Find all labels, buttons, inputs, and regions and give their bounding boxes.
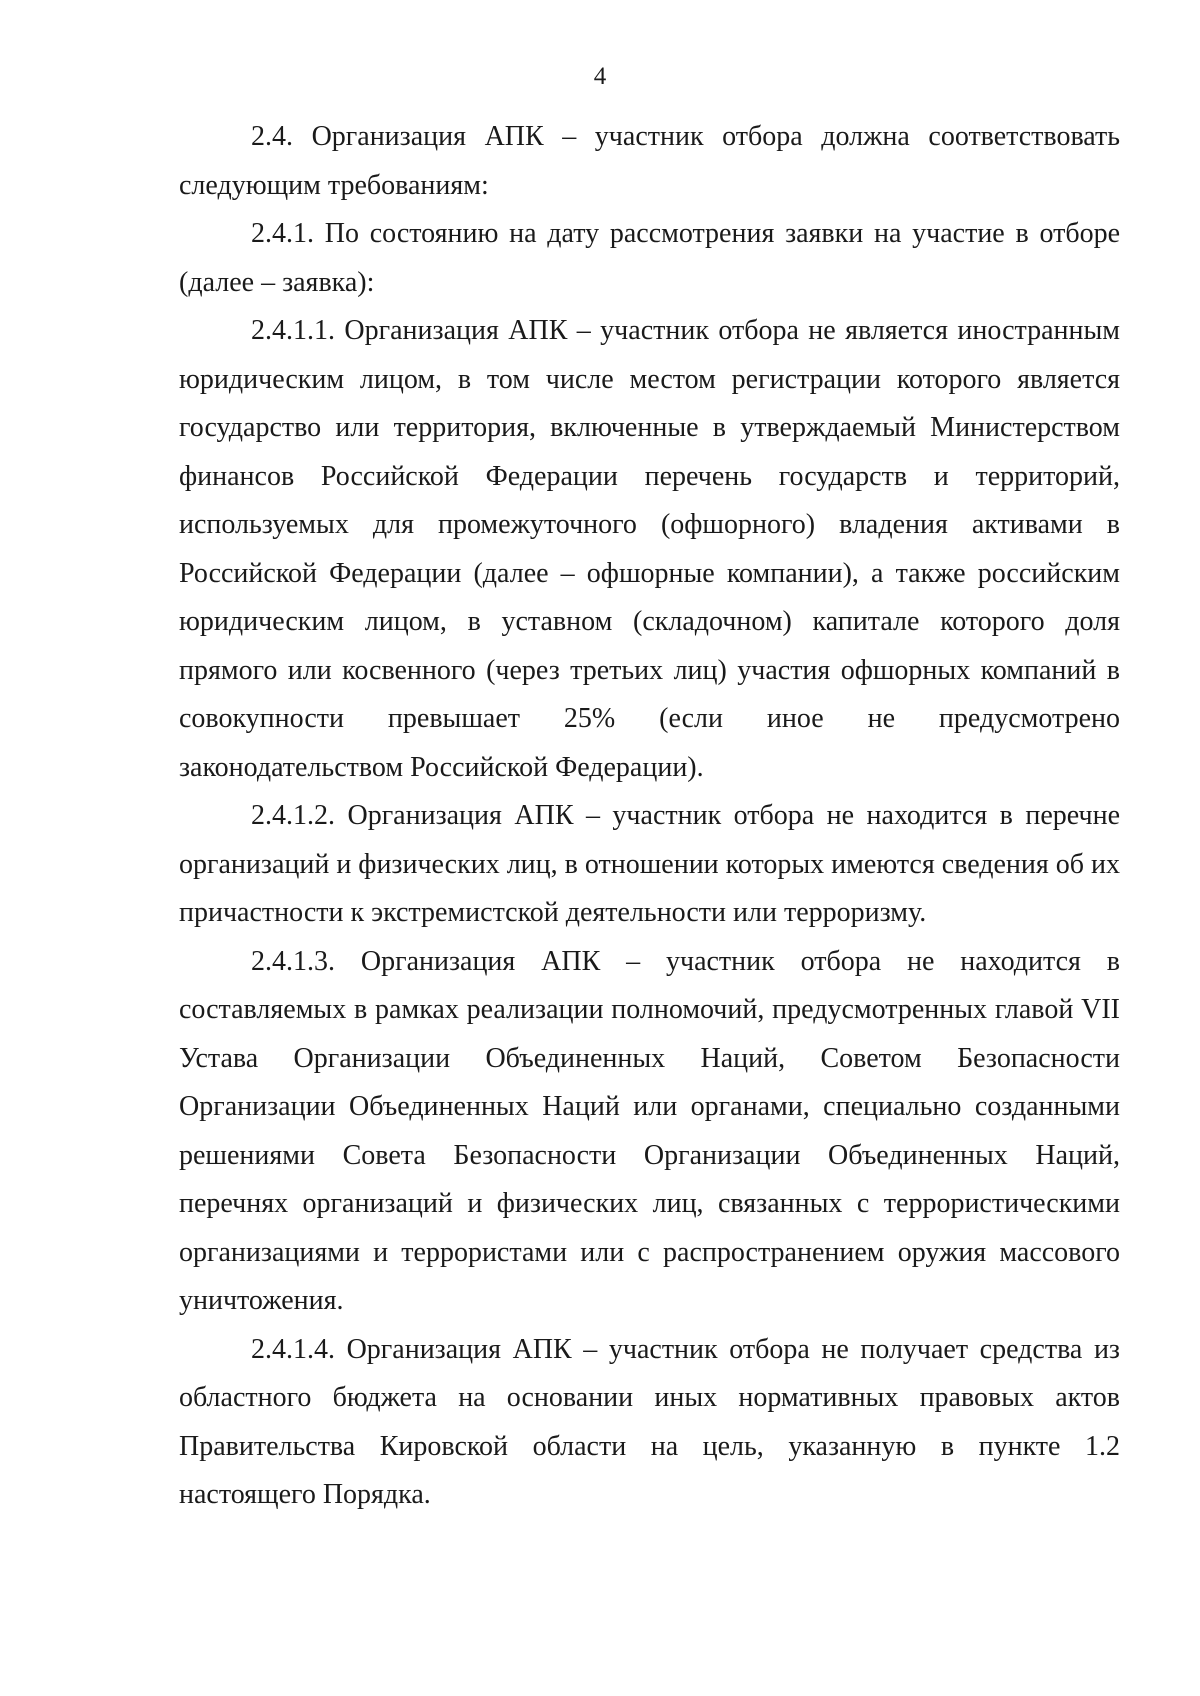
paragraph-2-4: 2.4. Организация АПК – участник отбора должна соответствовать следующим требованиям: <box>179 121 1120 201</box>
paragraph-2-4-1-4: 2.4.1.4. Организация АПК – участник отбора не получает средства из областного бюджета на основании иных нормативных правовых актов Правительства Кировской области на цель, указанную в пункте 1.2 настоящего Порядка. <box>179 1333 1120 1510</box>
paragraph-2-4-1-2: 2.4.1.2. Организация АПК – участник отбора не находится в перечне организаций и физических лиц, в отношении которых имеются сведения об их причастности к экстремистской деятельности или терроризму. <box>179 800 1121 928</box>
paragraph-2-4-1-3: 2.4.1.3. Организация АПК – участник отбора не находится в составляемых в рамках реализации полномочий, предусмотренных главой VII Устава Организации Объединенных Наций, Советом Безопасности Организации Объединенных Наций или органами, специально созданными решениями Совета Безопасности Организации Объединенных Наций, перечнях организаций и физических лиц, связанных с террористическими организациями и террористами или с распространением оружия массового уничтожения. <box>179 945 1120 1316</box>
paragraph-2-4-1: 2.4.1. По состоянию на дату рассмотрения заявки на участие в отборе (далее – заявка): <box>179 218 1120 298</box>
document-body <box>179 113 1120 1520</box>
page-number: 4 <box>593 63 607 90</box>
paragraph-2-4-1-1: 2.4.1.1. Организация АПК – участник отбора не является иностранным юридическим лицом, в том числе местом регистрации которого является государство или территория, включенные в утверждаемый Министерством финансов Российской Федерации перечень государств и территорий, используемых для промежуточного (офшорного) владения активами в Российской Федерации (далее – офшорные компании), а также российским юридическим лицом, в уставном (складочном) капитале которого доля прямого или косвенного (через третьих лиц) участия офшорных компаний в совокупности превышает 25% (если иное не предусмотрено законодательством Российской Федерации). <box>179 315 1120 783</box>
